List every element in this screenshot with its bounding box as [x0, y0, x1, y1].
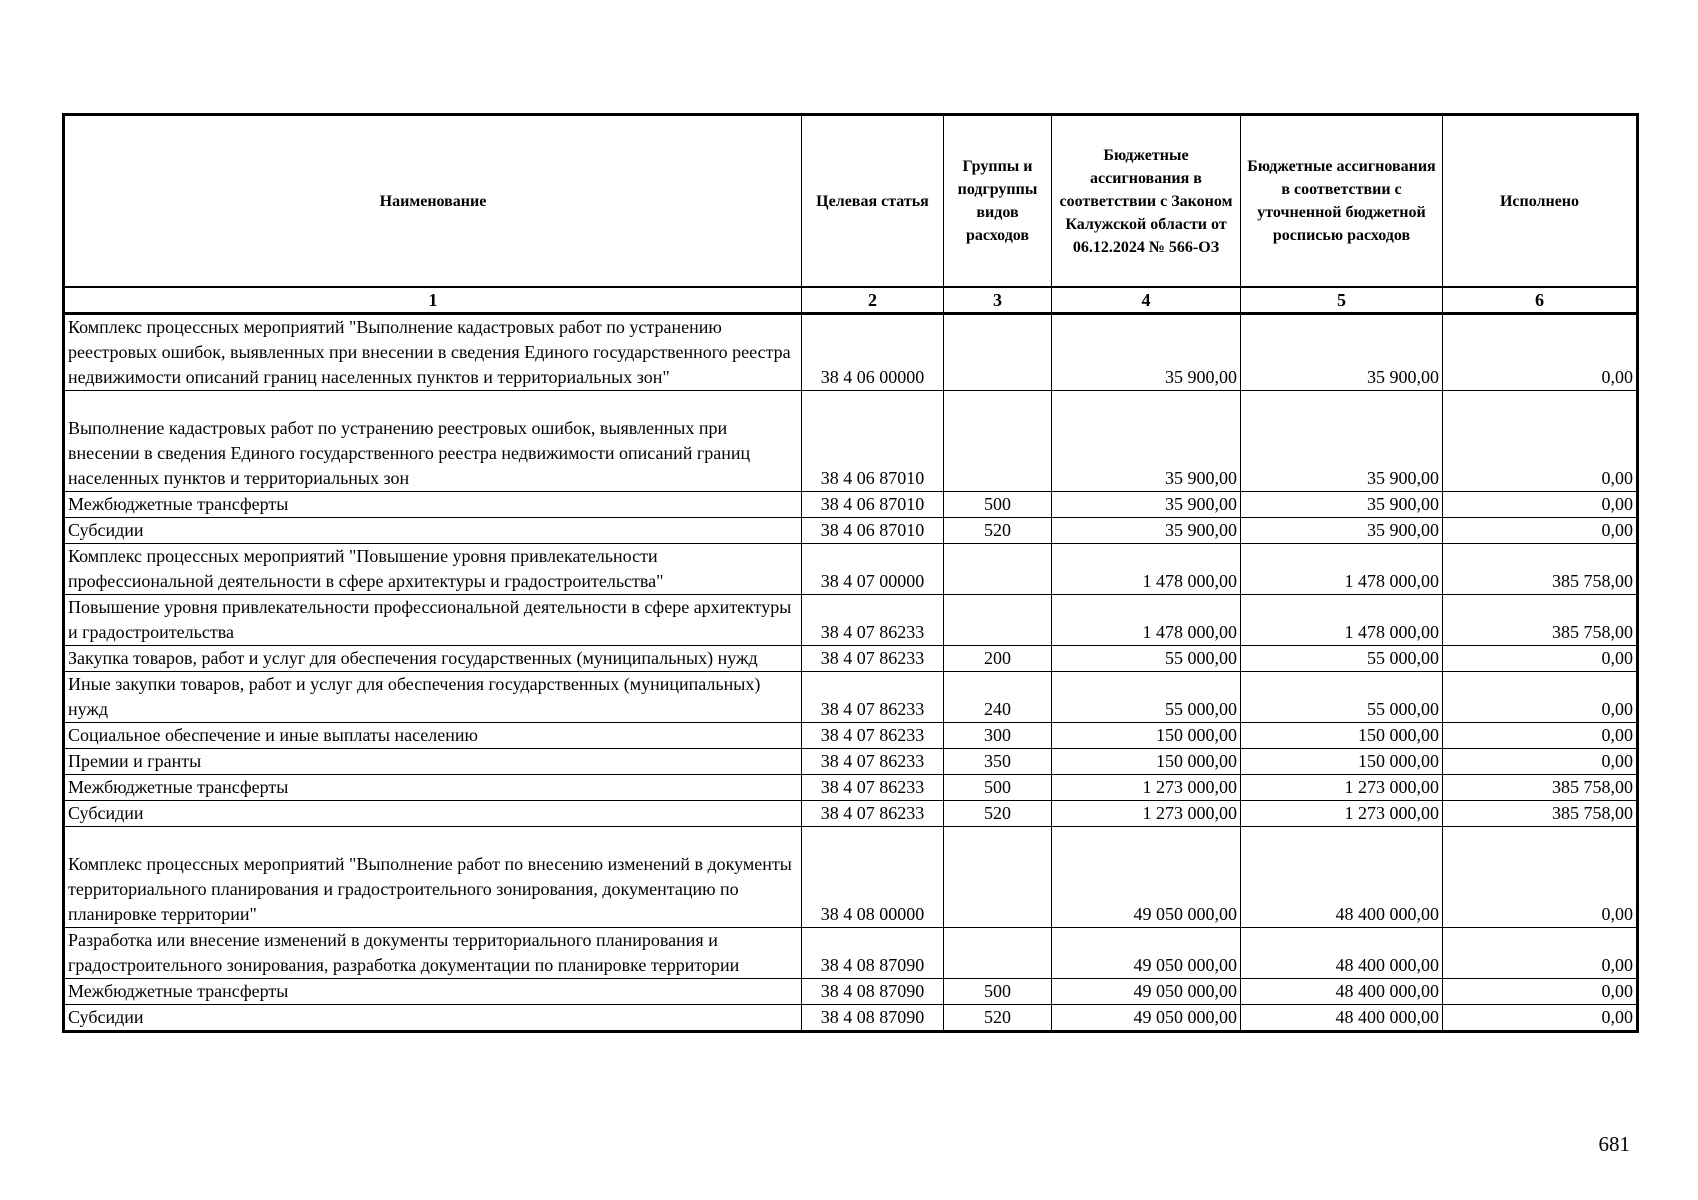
column-number: 2 — [802, 287, 944, 314]
row-name: Комплекс процессных мероприятий "Повышение уровня привлекательности профессиональной деятельности в сфере архитектуры и градостроительства" — [64, 544, 802, 595]
row-executed-amount: 0,00 — [1443, 492, 1638, 518]
row-expense-group: 500 — [944, 775, 1052, 801]
row-executed-amount: 0,00 — [1443, 723, 1638, 749]
row-law-amount: 35 900,00 — [1052, 518, 1241, 544]
row-name: Субсидии — [64, 518, 802, 544]
row-target-code: 38 4 07 86233 — [802, 646, 944, 672]
row-expense-group: 500 — [944, 979, 1052, 1005]
budget-table — [62, 113, 1639, 1033]
header-expense-groups: Группы и подгруппы видов расходов — [944, 115, 1052, 288]
row-name: Межбюджетные трансферты — [64, 979, 802, 1005]
row-law-amount: 35 900,00 — [1052, 391, 1241, 492]
row-executed-amount: 0,00 — [1443, 314, 1638, 391]
row-target-code: 38 4 06 87010 — [802, 518, 944, 544]
row-refined-amount: 150 000,00 — [1241, 749, 1443, 775]
table-row — [64, 827, 1638, 928]
row-law-amount: 35 900,00 — [1052, 492, 1241, 518]
row-target-code: 38 4 07 00000 — [802, 544, 944, 595]
row-target-code: 38 4 08 87090 — [802, 1005, 944, 1032]
row-executed-amount: 0,00 — [1443, 1005, 1638, 1032]
row-executed-amount: 0,00 — [1443, 518, 1638, 544]
row-name: Межбюджетные трансферты — [64, 492, 802, 518]
row-expense-group: 520 — [944, 518, 1052, 544]
row-executed-amount: 0,00 — [1443, 672, 1638, 723]
row-name: Разработка или внесение изменений в документы территориального планирования и градостроительного зонирования, разработка документации по планировке территории — [64, 928, 802, 979]
row-law-amount: 49 050 000,00 — [1052, 827, 1241, 928]
row-expense-group — [944, 595, 1052, 646]
row-expense-group: 500 — [944, 492, 1052, 518]
row-law-amount: 1 478 000,00 — [1052, 544, 1241, 595]
row-executed-amount: 0,00 — [1443, 391, 1638, 492]
row-name: Социальное обеспечение и иные выплаты населению — [64, 723, 802, 749]
header-target-article: Целевая статья — [802, 115, 944, 288]
row-name: Повышение уровня привлекательности профессиональной деятельности в сфере архитектуры и градостроительства — [64, 595, 802, 646]
row-refined-amount: 150 000,00 — [1241, 723, 1443, 749]
row-executed-amount: 385 758,00 — [1443, 801, 1638, 827]
row-refined-amount: 48 400 000,00 — [1241, 827, 1443, 928]
header-name: Наименование — [64, 115, 802, 288]
row-target-code: 38 4 07 86233 — [802, 801, 944, 827]
column-number: 1 — [64, 287, 802, 314]
row-name: Премии и гранты — [64, 749, 802, 775]
row-name: Комплекс процессных мероприятий "Выполнение кадастровых работ по устранению реестровых ошибок, выявленных при внесении в сведения Единого государственного реестра недвижимости описаний границ населенных пунктов и территориальных зон" — [64, 314, 802, 391]
row-target-code: 38 4 07 86233 — [802, 749, 944, 775]
row-law-amount: 35 900,00 — [1052, 314, 1241, 391]
row-target-code: 38 4 06 87010 — [802, 492, 944, 518]
row-executed-amount: 0,00 — [1443, 928, 1638, 979]
column-number: 5 — [1241, 287, 1443, 314]
row-target-code: 38 4 08 00000 — [802, 827, 944, 928]
table-row — [64, 518, 1638, 544]
table-row — [64, 723, 1638, 749]
row-expense-group: 300 — [944, 723, 1052, 749]
table-row — [64, 775, 1638, 801]
row-law-amount: 49 050 000,00 — [1052, 1005, 1241, 1032]
row-law-amount: 150 000,00 — [1052, 723, 1241, 749]
column-number-row — [64, 287, 1638, 314]
table-row — [64, 492, 1638, 518]
row-expense-group: 520 — [944, 801, 1052, 827]
header-refined-allocations: Бюджетные ассигнования в соответствии с уточненной бюджетной росписью расходов — [1241, 115, 1443, 288]
row-target-code: 38 4 07 86233 — [802, 775, 944, 801]
table-row — [64, 1005, 1638, 1032]
row-name: Субсидии — [64, 1005, 802, 1032]
row-executed-amount: 0,00 — [1443, 646, 1638, 672]
row-refined-amount: 35 900,00 — [1241, 391, 1443, 492]
row-refined-amount: 55 000,00 — [1241, 672, 1443, 723]
column-number: 4 — [1052, 287, 1241, 314]
row-executed-amount: 385 758,00 — [1443, 544, 1638, 595]
table-row — [64, 391, 1638, 492]
row-name: Закупка товаров, работ и услуг для обеспечения государственных (муниципальных) нужд — [64, 646, 802, 672]
row-refined-amount: 48 400 000,00 — [1241, 979, 1443, 1005]
row-target-code: 38 4 07 86233 — [802, 723, 944, 749]
row-refined-amount: 55 000,00 — [1241, 646, 1443, 672]
table-row — [64, 979, 1638, 1005]
row-name: Выполнение кадастровых работ по устранению реестровых ошибок, выявленных при внесении в сведения Единого государственного реестра недвижимости описаний границ населенных пунктов и территориальных зон — [64, 391, 802, 492]
column-number: 3 — [944, 287, 1052, 314]
row-expense-group — [944, 928, 1052, 979]
table-row — [64, 646, 1638, 672]
header-law-allocations: Бюджетные ассигнования в соответствии с Законом Калужской области от 06.12.2024 № 566-ОЗ — [1052, 115, 1241, 288]
table-row — [64, 928, 1638, 979]
row-name: Субсидии — [64, 801, 802, 827]
row-expense-group — [944, 544, 1052, 595]
page-number: 681 — [1598, 1132, 1630, 1156]
row-refined-amount: 35 900,00 — [1241, 518, 1443, 544]
row-executed-amount: 0,00 — [1443, 827, 1638, 928]
table-row — [64, 544, 1638, 595]
row-target-code: 38 4 06 00000 — [802, 314, 944, 391]
row-target-code: 38 4 07 86233 — [802, 672, 944, 723]
row-refined-amount: 1 273 000,00 — [1241, 775, 1443, 801]
row-refined-amount: 1 478 000,00 — [1241, 544, 1443, 595]
row-name: Межбюджетные трансферты — [64, 775, 802, 801]
row-refined-amount: 35 900,00 — [1241, 314, 1443, 391]
row-law-amount: 55 000,00 — [1052, 672, 1241, 723]
row-name: Комплекс процессных мероприятий "Выполнение работ по внесению изменений в документы территориального планирования и градостроительного зонирования, документацию по планировке территории" — [64, 827, 802, 928]
row-expense-group: 200 — [944, 646, 1052, 672]
row-refined-amount: 1 273 000,00 — [1241, 801, 1443, 827]
row-executed-amount: 0,00 — [1443, 979, 1638, 1005]
row-expense-group — [944, 827, 1052, 928]
row-law-amount: 1 478 000,00 — [1052, 595, 1241, 646]
table-row — [64, 801, 1638, 827]
row-expense-group — [944, 391, 1052, 492]
row-target-code: 38 4 08 87090 — [802, 979, 944, 1005]
row-target-code: 38 4 06 87010 — [802, 391, 944, 492]
table-row — [64, 749, 1638, 775]
table-row — [64, 595, 1638, 646]
row-executed-amount: 385 758,00 — [1443, 595, 1638, 646]
table-row — [64, 314, 1638, 391]
row-law-amount: 55 000,00 — [1052, 646, 1241, 672]
row-refined-amount: 48 400 000,00 — [1241, 1005, 1443, 1032]
row-target-code: 38 4 07 86233 — [802, 595, 944, 646]
row-target-code: 38 4 08 87090 — [802, 928, 944, 979]
row-name: Иные закупки товаров, работ и услуг для обеспечения государственных (муниципальных) нужд — [64, 672, 802, 723]
row-law-amount: 1 273 000,00 — [1052, 801, 1241, 827]
row-refined-amount: 48 400 000,00 — [1241, 928, 1443, 979]
row-law-amount: 49 050 000,00 — [1052, 928, 1241, 979]
row-executed-amount: 385 758,00 — [1443, 775, 1638, 801]
row-expense-group: 350 — [944, 749, 1052, 775]
row-law-amount: 150 000,00 — [1052, 749, 1241, 775]
header-executed: Исполнено — [1443, 115, 1638, 288]
row-law-amount: 1 273 000,00 — [1052, 775, 1241, 801]
row-law-amount: 49 050 000,00 — [1052, 979, 1241, 1005]
row-expense-group — [944, 314, 1052, 391]
row-refined-amount: 35 900,00 — [1241, 492, 1443, 518]
table-row — [64, 672, 1638, 723]
row-refined-amount: 1 478 000,00 — [1241, 595, 1443, 646]
row-expense-group: 520 — [944, 1005, 1052, 1032]
column-number: 6 — [1443, 287, 1638, 314]
row-executed-amount: 0,00 — [1443, 749, 1638, 775]
row-expense-group: 240 — [944, 672, 1052, 723]
header-row — [64, 115, 1638, 288]
